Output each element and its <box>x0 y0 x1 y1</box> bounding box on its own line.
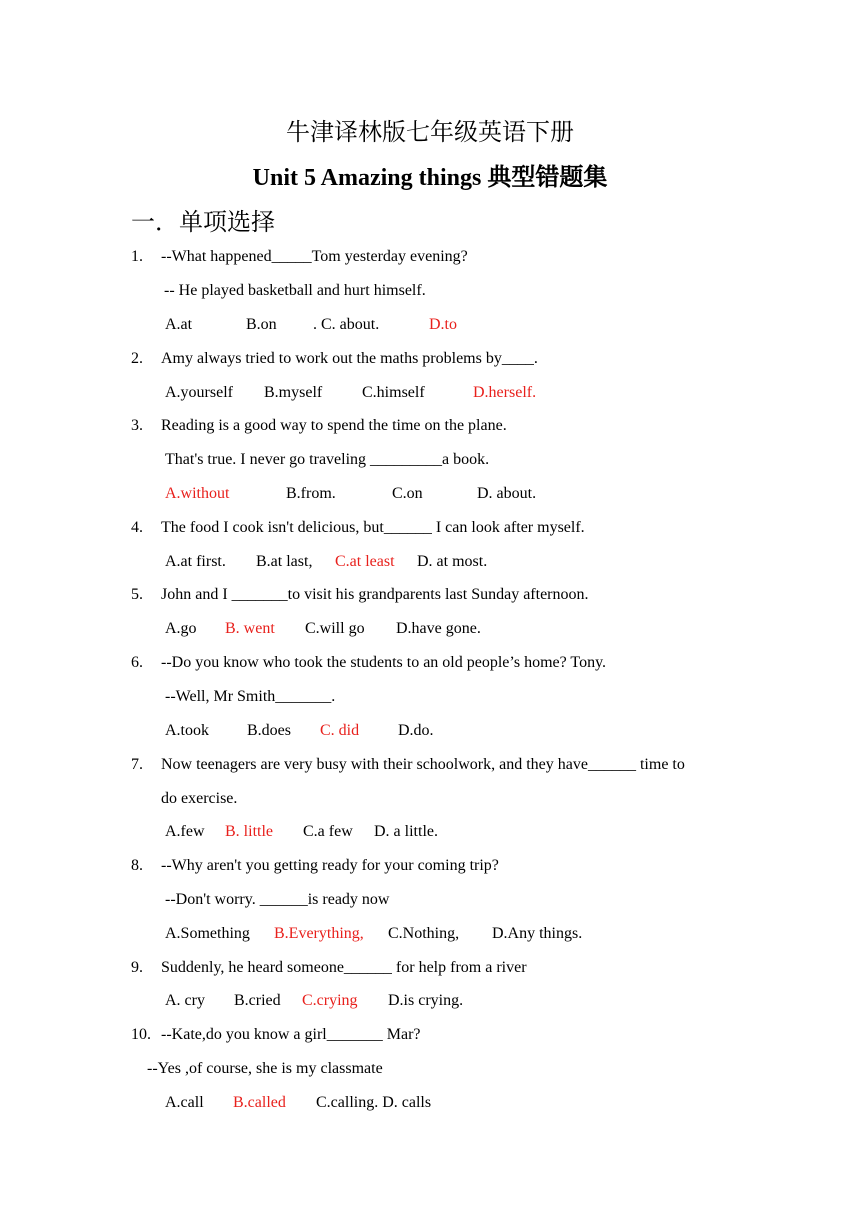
question-number: 5. <box>131 586 143 603</box>
question-text: --Do you know who took the students to an old people’s home? Tony. <box>161 654 607 671</box>
question-text: do exercise. <box>161 790 238 807</box>
option: D.do. <box>398 722 434 739</box>
question-number: 7. <box>131 756 143 773</box>
option: C.himself <box>362 384 425 401</box>
question-number: 3. <box>131 417 143 434</box>
answer-option: B.called <box>233 1094 286 1111</box>
question-text: -- He played basketball and hurt himself. <box>164 282 426 299</box>
answer-option: A.without <box>165 485 230 502</box>
option: B.does <box>247 722 291 739</box>
question-text: Reading is a good way to spend the time on the plane. <box>161 417 507 434</box>
option: A.Something <box>165 925 250 942</box>
question-text: --Don't worry. ______is ready now <box>165 891 390 908</box>
unit-title-en: Unit 5 Amazing things <box>252 165 482 191</box>
option: C.will go <box>305 620 365 637</box>
option: A.go <box>165 620 197 637</box>
option: . C. about. <box>313 316 380 333</box>
question-text: Amy always tried to work out the maths problems by____. <box>161 350 538 367</box>
answer-option: C.crying <box>302 992 358 1009</box>
unit-title <box>0 157 860 192</box>
option: A.call <box>165 1094 204 1111</box>
option: D. a little. <box>374 823 438 840</box>
question-number: 1. <box>131 248 143 265</box>
option: D.is crying. <box>388 992 464 1009</box>
question-text: --Yes ,of course, she is my classmate <box>147 1060 383 1077</box>
question-text: John and I _______to visit his grandparents last Sunday afternoon. <box>161 586 589 603</box>
option: A.yourself <box>165 384 233 401</box>
question-text: --Why aren't you getting ready for your coming trip? <box>161 857 499 874</box>
question-text: The food I cook isn't delicious, but______ I can look after myself. <box>161 519 585 536</box>
option: B.on <box>246 316 277 333</box>
section-heading: 一．单项选择 <box>131 208 275 236</box>
answer-option: B.Everything, <box>274 925 364 942</box>
option: A. cry <box>165 992 205 1009</box>
option: D. at most. <box>417 553 488 570</box>
answer-option: B. little <box>225 823 273 840</box>
option: B.cried <box>234 992 281 1009</box>
option: A.at first. <box>165 553 226 570</box>
option: B.from. <box>286 485 336 502</box>
answer-option: C. did <box>320 722 360 739</box>
option: D.have gone. <box>396 620 481 637</box>
option: D. about. <box>477 485 537 502</box>
question-text: Suddenly, he heard someone______ for help from a river <box>161 959 527 976</box>
answer-option: B. went <box>225 620 275 637</box>
option: A.few <box>165 823 205 840</box>
option: A.took <box>165 722 209 739</box>
question-number: 10. <box>131 1026 151 1043</box>
option: C.a few <box>303 823 353 840</box>
answer-option: D.to <box>429 316 457 333</box>
option: B.at last, <box>256 553 313 570</box>
option: C.calling. D. calls <box>316 1094 432 1111</box>
option: D.Any things. <box>492 925 583 942</box>
option: C.Nothing, <box>388 925 460 942</box>
question-text: That's true. I never go traveling _________a book. <box>165 451 490 468</box>
document-title: 牛津译林版七年级英语下册 <box>286 118 574 146</box>
option: B.myself <box>264 384 323 401</box>
unit-title-suffix: 典型错题集 <box>487 162 608 191</box>
answer-option: D.herself. <box>473 384 537 401</box>
question-number: 2. <box>131 350 143 367</box>
question-text: Now teenagers are very busy with their schoolwork, and they have______ time to <box>161 756 685 773</box>
option: A.at <box>165 316 193 333</box>
question-text: --Well, Mr Smith_______. <box>165 688 336 705</box>
question-number: 9. <box>131 959 143 976</box>
question-number: 4. <box>131 519 143 536</box>
answer-option: C.at least <box>335 553 395 570</box>
question-text: --What happened_____Tom yesterday evening? <box>161 248 468 265</box>
question-number: 6. <box>131 654 143 671</box>
option: C.on <box>392 485 423 502</box>
question-number: 8. <box>131 857 143 874</box>
question-text: --Kate,do you know a girl_______ Mar? <box>161 1026 421 1043</box>
